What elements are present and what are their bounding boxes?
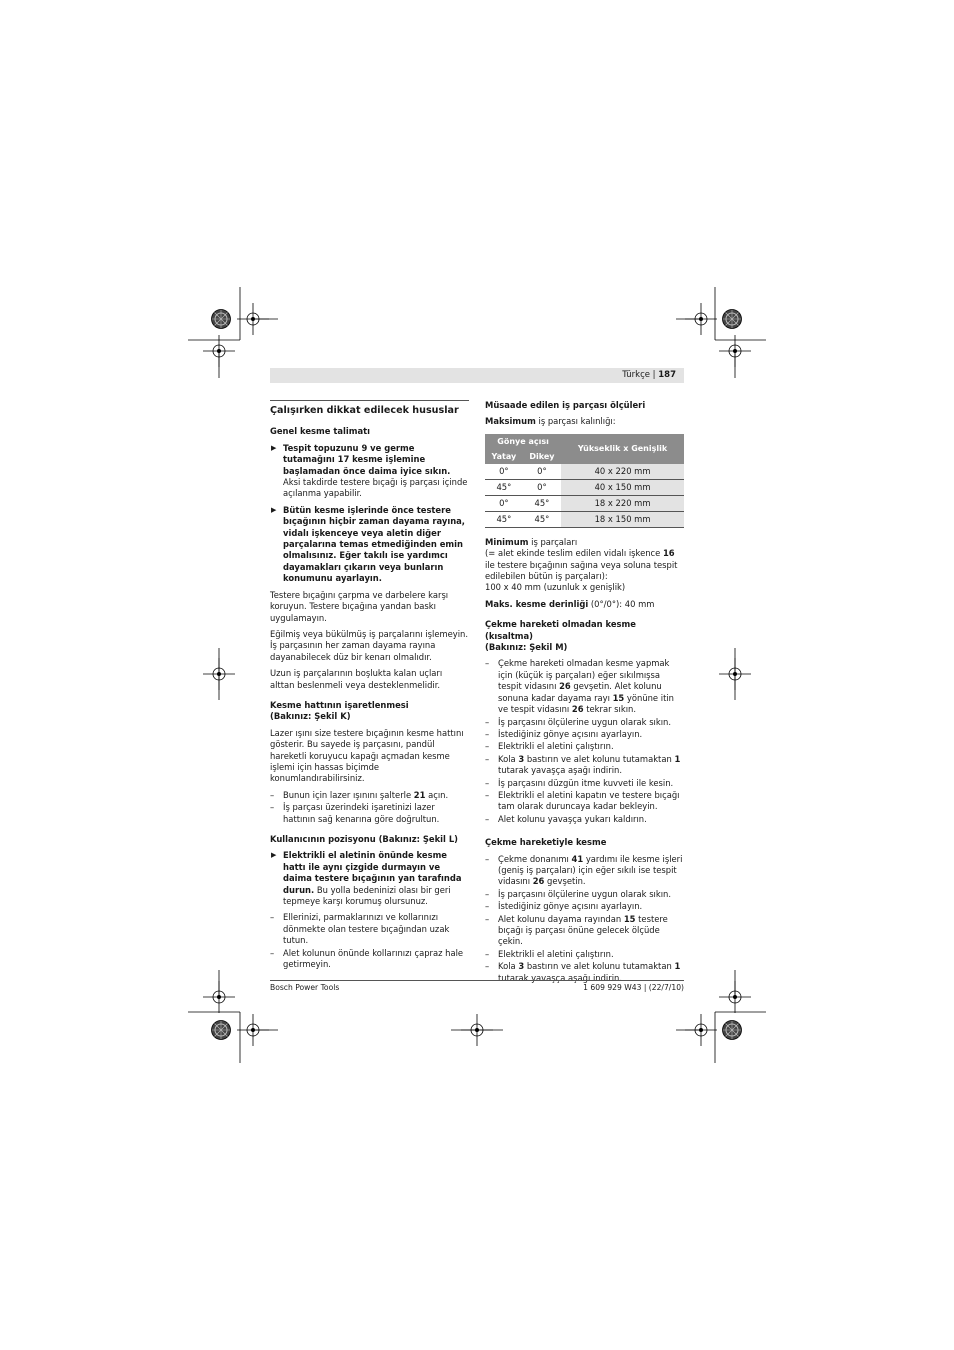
paragraph: Lazer ışını size testere bıçağının kesme hattını gösterir. Bu sayede iş parçasını, pandül hareketli koruyucu kapağı açmadan kesme işlemi için hassas biçimde konumlandırabilirsiniz. (270, 727, 464, 784)
paragraph-minimum: Minimum iş parçaları (= alet ekinde teslim edilen vidalı işkence 16 ile testere bıçağının sağına veya soluna tespit edilebilen bütün iş parçaları): 100 x 40 mm (uzunluk x genişlik) (485, 536, 678, 593)
footer-doc-number: 1 609 929 W43 | (22/7/10) (583, 983, 684, 992)
list-item: – Kola 3 bastırın ve alet kolunu tutamaktan 1 tutarak yavaşça aşağı indirin. (485, 961, 681, 983)
list-item: – Alet kolunu dayama rayından 15 testere bıçağı iş parçası önüne gelecek ölçüde çekin. (485, 913, 668, 947)
safety-bullet: ▶ Elektrikli el aletinin önünde kesme hattı ile aynı çizgide durmayın ve daima testere bıçağının yan tarafında durun. Bu yolla bedeninizi olası bir geri tepmeye karşı korumuş olursunuz. (271, 850, 462, 907)
subheading-workpiece-dimensions: Müsaade edilen iş parçası ölçüleri (485, 400, 646, 410)
list-item: – İş parçasını ölçülerine uygun olarak sıkın. (485, 716, 672, 727)
list-item: – İstediğiniz gönye açısını ayarlayın. (485, 728, 643, 739)
paragraph: Testere bıçağını çarpma ve darbelere karşı koruyun. Testere bıçağına yandan baskı uygulamayın. (270, 589, 449, 623)
footer-brand: Bosch Power Tools (270, 983, 340, 992)
section-title-working-notes: Çalışırken dikkat edilecek hususlar (270, 400, 469, 416)
table-header-height-width: Yükseklik x Genişlik (561, 434, 684, 464)
list-item: – Elektrikli el aletini çalıştırın. (485, 741, 614, 752)
paragraph: Uzun iş parçalarının boşlukta kalan uçları alttan beslenmeli veya desteklenmelidir. (270, 668, 443, 690)
table-header-miter: Gönye açısı (485, 434, 561, 449)
triangle-bullet-icon: ▶ (271, 505, 277, 514)
paragraph: Maksimum iş parçası kalınlığı: (485, 416, 616, 427)
list-item: – Alet kolunun önünde kollarınızı çapraz hale getirmeyin. (270, 947, 464, 970)
cut-without-pull-steps (485, 658, 684, 825)
subheading-general-cutting: Genel kesme talimatı (270, 426, 370, 437)
list-item: – Ellerinizi, parmaklarınızı ve kollarınızı dönmekte olan testere bıçağından uzak tutun. (270, 912, 450, 946)
triangle-bullet-icon: ▶ (271, 443, 277, 452)
list-item: – Alet kolunu yavaşça yukarı kaldırın. (485, 813, 647, 824)
list-item: – Çekme hareketi olmadan kesme yapmak için (küçük iş parçaları) eğer sıkılmışsa tespit vidasını 26 gevşetin. Alet kolunu sonuna kadar dayama rayı 15 yönüne itin ve tespit vidasını 26 tekrar sıkın. (485, 658, 674, 715)
subheading-cut-without-pull: Çekme hareketi olmadan kesme (kısaltma) (Bakınız: Şekil M) (485, 619, 636, 653)
subheading-cut-line: Kesme hattının işaretlenmesi (Bakınız: Şekil K) (270, 699, 409, 722)
safety-bullet: ▶ Bütün kesme işlerinde önce testere bıçağının hiçbir zaman dayama rayına, vidalı işkenceye veya aletin diğer parçalarına temas etmediğinden emin olmalısınız. Eğer takılı ise yardımcı dayamakları çıkarın veya bunların konumunu ayarlayın. (271, 504, 465, 584)
list-item: – Elektrikli el aletini kapatın ve testere bıçağı tam olarak duruncaya kadar bekleyin. (485, 789, 680, 812)
cut-with-pull-steps (485, 854, 684, 984)
list-item: – İş parçasını ölçülerine uygun olarak sıkın. (485, 888, 672, 899)
table-header-vertical: Dikey (523, 449, 561, 464)
paragraph-max-depth: Maks. kesme derinliği (0°/0°): 40 mm (485, 598, 655, 609)
page-header-bar (270, 368, 684, 383)
list-item: – İş parçası üzerindeki işaretinizi lazer hattının sağ kenarına göre doğrultun. (270, 802, 440, 824)
subheading-cut-with-pull: Çekme hareketiyle kesme (485, 837, 607, 848)
list-item: – İstediğiniz gönye açısını ayarlayın. (485, 901, 643, 912)
list-item: – Bunun için lazer ışınını şalterle 21 açın. (270, 789, 449, 800)
safety-bullet: ▶ Tespit topuzunu 9 ve germe tutamağını 17 kesme işlemine başlamadan önce daima iyice sıkın. Aksi takdirde testere bıçağı iş parçası içinde açılanma yapabilir. (271, 442, 468, 499)
paragraph: Eğilmiş veya bükülmüş iş parçalarını işlemeyin. İş parçasının her zaman dayama rayına dayanabilecek düz bir kenarı olmalıdır. (270, 628, 469, 662)
list-item: – İş parçasını düzgün itme kuvveti ile kesin. (485, 777, 674, 788)
page-header (622, 369, 676, 382)
table-row: 0° 0° 40 x 220 mm (485, 464, 684, 480)
table-row: 45° 45° 18 x 150 mm (485, 511, 684, 527)
workpiece-dimensions-table (485, 434, 684, 528)
laser-steps-list (270, 790, 469, 825)
list-item: – Kola 3 bastırın ve alet kolunu tutamaktan 1 tutarak yavaşça aşağı indirin. (485, 753, 681, 776)
table-header-horizontal: Yatay (485, 449, 523, 464)
position-list (270, 912, 469, 970)
list-item: – Çekme donanımı 41 yardımı ile kesme işleri (geniş iş parçaları) için eğer sıkılı ise tespit vidasını 26 gevşetin. (485, 853, 683, 887)
footer-divider (270, 980, 684, 981)
left-column (270, 400, 469, 977)
triangle-bullet-icon: ▶ (271, 851, 277, 860)
page-number: 187 (658, 370, 676, 380)
table-row: 0° 45° 18 x 220 mm (485, 495, 684, 511)
right-column (485, 400, 684, 991)
list-item: – Elektrikli el aletini çalıştırın. (485, 948, 614, 959)
subheading-user-position: Kullanıcının pozisyonu (Bakınız: Şekil L) (270, 834, 458, 844)
header-language: Türkçe | (622, 370, 656, 380)
table-row: 45° 0° 40 x 150 mm (485, 479, 684, 495)
